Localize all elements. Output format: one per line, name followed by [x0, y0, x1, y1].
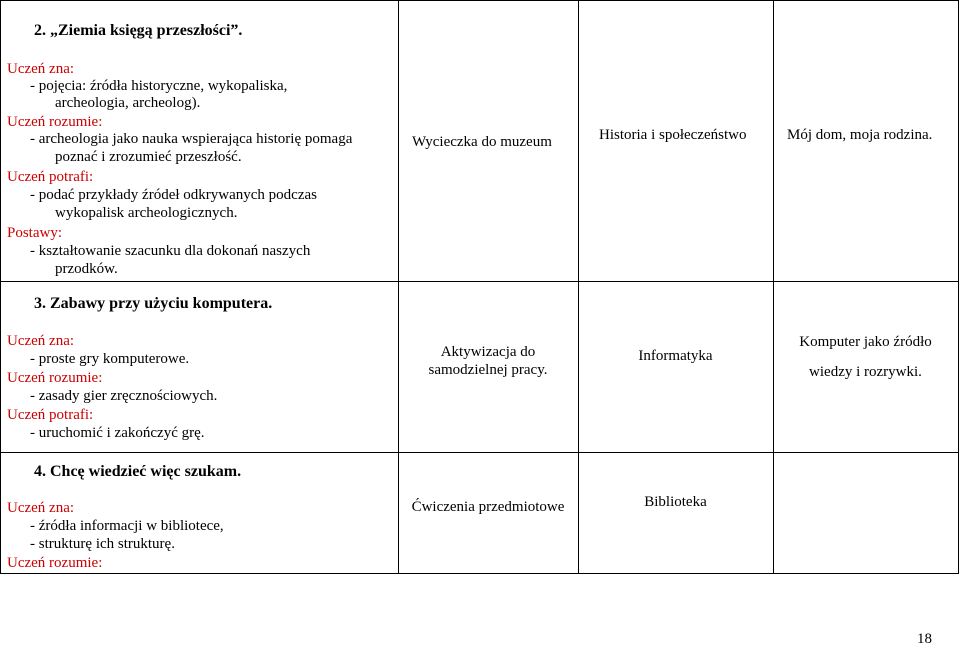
- knows-label: Uczeń zna:: [7, 61, 75, 77]
- section-3-title: 3. Zabawy przy użyciu komputera.: [34, 295, 273, 312]
- method-cell-line-2: samodzielnej pracy.: [428, 362, 548, 378]
- method-cell: Ćwiczenia przedmiotowe: [411, 499, 565, 515]
- can-item: - uruchomić i zakończyć grę.: [30, 425, 205, 441]
- attitudes-item-cont: przodków.: [55, 261, 118, 277]
- section-4-title: 4. Chcę wiedzieć więc szukam.: [34, 463, 242, 480]
- knows-item: - proste gry komputerowe.: [30, 351, 190, 367]
- subject-cell: Informatyka: [638, 348, 713, 364]
- method-cell-line-1: Aktywizacja do: [440, 344, 536, 360]
- column-divider: [578, 1, 579, 573]
- understands-label: Uczeń rozumie:: [7, 555, 103, 571]
- understands-label: Uczeń rozumie:: [7, 370, 103, 386]
- topic-cell-line-1: Komputer jako źródło: [799, 334, 932, 350]
- can-item: - podać przykłady źródeł odkrywanych podczas: [30, 187, 317, 203]
- column-divider: [398, 1, 399, 573]
- page-number: 18: [917, 631, 932, 647]
- understands-item: - zasady gier zręcznościowych.: [30, 388, 218, 404]
- knows-item-cont: archeologia, archeolog).: [55, 95, 201, 111]
- attitudes-label: Postawy:: [7, 225, 63, 241]
- column-divider: [773, 1, 774, 573]
- section-2-title: 2. „Ziemia księgą przeszłości”.: [34, 22, 243, 39]
- can-label: Uczeń potrafi:: [7, 169, 94, 185]
- knows-label: Uczeń zna:: [7, 333, 75, 349]
- understands-item: - archeologia jako nauka wspierająca historię pomaga: [30, 131, 353, 147]
- understands-label: Uczeń rozumie:: [7, 114, 103, 130]
- method-cell: Wycieczka do muzeum: [412, 134, 552, 150]
- subject-cell: Historia i społeczeństwo: [599, 127, 747, 143]
- subject-cell: Biblioteka: [644, 494, 707, 510]
- knows-label: Uczeń zna:: [7, 500, 75, 516]
- topic-cell-line-2: wiedzy i rozrywki.: [809, 364, 922, 380]
- knows-item: - pojęcia: źródła historyczne, wykopaliska,: [30, 78, 288, 94]
- knows-item: - strukturę ich strukturę.: [30, 536, 175, 552]
- row-divider: [0, 452, 958, 453]
- can-item-cont: wykopalisk archeologicznych.: [55, 205, 238, 221]
- attitudes-item: - kształtowanie szacunku dla dokonań naszych: [30, 243, 311, 259]
- topic-cell: Mój dom, moja rodzina.: [787, 127, 933, 143]
- row-divider: [0, 281, 958, 282]
- column-divider: [0, 1, 1, 573]
- understands-item-cont: poznać i zrozumieć przeszłość.: [55, 149, 242, 165]
- can-label: Uczeń potrafi:: [7, 407, 94, 423]
- knows-item: - źródła informacji w bibliotece,: [30, 518, 224, 534]
